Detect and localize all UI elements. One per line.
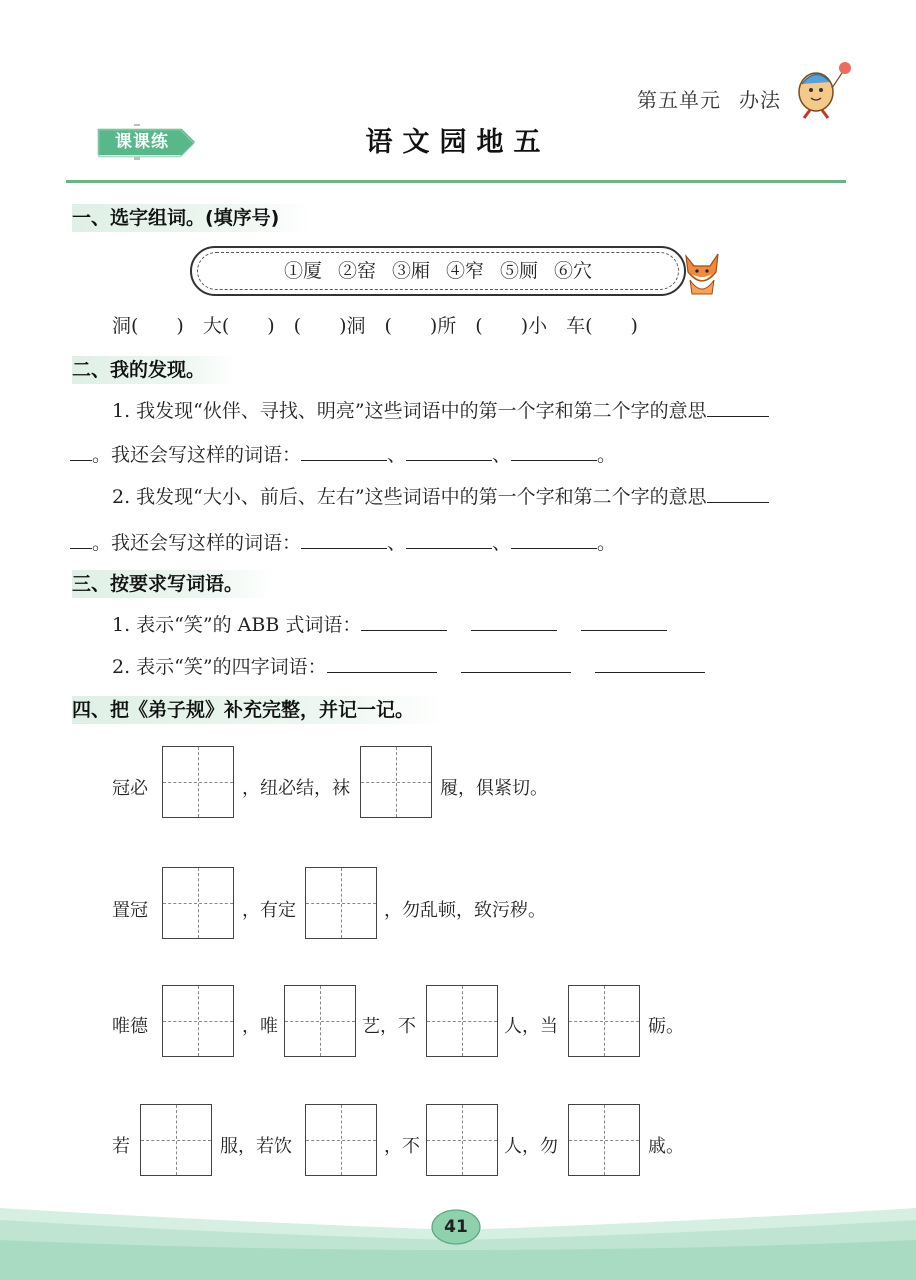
q1-word-1[interactable]	[301, 440, 387, 461]
q2-word-1[interactable]	[301, 528, 387, 549]
char-box[interactable]	[568, 1104, 640, 1176]
q1-sep-2: 、	[492, 444, 512, 466]
option-5: ⑤厕	[500, 260, 539, 282]
r2-text-1: 置冠	[112, 900, 148, 921]
q1-blank-meaning[interactable]	[707, 396, 769, 417]
unit-topic: 办法	[739, 88, 781, 112]
char-box[interactable]	[568, 985, 640, 1057]
section-3-q1	[112, 610, 667, 637]
abb-word-3[interactable]	[581, 610, 667, 631]
q2-sep-1: 、	[387, 532, 407, 554]
char-box[interactable]	[140, 1104, 212, 1176]
s3-q2-text: 2. 表示“笑”的四字词语：	[112, 656, 327, 678]
mascot-icon	[792, 58, 852, 120]
s3-q1-text: 1. 表示“笑”的 ABB 式词语：	[112, 614, 362, 636]
idiom-word-3[interactable]	[595, 652, 705, 673]
page-title: 语文园地五	[365, 127, 551, 158]
r4-text-1: 若	[112, 1136, 130, 1157]
idiom-word-1[interactable]	[327, 652, 437, 673]
abb-word-2[interactable]	[471, 610, 557, 631]
fox-icon	[680, 246, 724, 298]
title-divider	[66, 180, 846, 183]
section-2-q2-cont	[70, 528, 616, 555]
q2-end: 。	[597, 532, 617, 554]
unit-label: 第五单元	[637, 88, 721, 112]
q1-blank-meaning-cont[interactable]	[70, 440, 92, 461]
r2-text-3: ，勿乱顿，致污秽。	[384, 900, 546, 921]
char-box[interactable]	[426, 985, 498, 1057]
q1-text: 1. 我发现“伙伴、寻找、明亮”这些词语中的第一个字和第二个字的意思	[112, 400, 707, 422]
q2-sep-2: 、	[492, 532, 512, 554]
r1-text-3: 履，俱紧切。	[440, 778, 548, 799]
char-box[interactable]	[162, 746, 234, 818]
char-box[interactable]	[305, 1104, 377, 1176]
r1-text-1: 冠必	[112, 778, 148, 799]
q1-word-2[interactable]	[406, 440, 492, 461]
section-3-q2	[112, 652, 705, 679]
q2-word-3[interactable]	[511, 528, 597, 549]
q2-blank-meaning[interactable]	[707, 482, 769, 503]
char-box[interactable]	[426, 1104, 498, 1176]
r2-text-2: ，有定	[242, 900, 296, 921]
option-1: ①厦	[283, 260, 322, 282]
page-number: 41	[444, 1217, 468, 1237]
r3-text-4: 人，当	[504, 1016, 558, 1037]
section-2-heading: 二、我的发现。	[72, 356, 235, 384]
options-list	[190, 246, 686, 296]
r4-text-3: ，不	[384, 1136, 420, 1157]
r4-text-2: 服，若饮	[220, 1136, 292, 1157]
r1-text-2: ，纽必结，袜	[242, 778, 350, 799]
option-3: ③厢	[391, 260, 430, 282]
section-3-heading: 三、按要求写词语。	[72, 570, 273, 598]
q2-blank-meaning-cont[interactable]	[70, 528, 92, 549]
char-box[interactable]	[284, 985, 356, 1057]
q1-cont-text: 。我还会写这样的词语：	[92, 444, 302, 466]
option-2: ②窑	[337, 260, 376, 282]
unit-header	[637, 84, 781, 113]
option-4: ④窄	[446, 260, 485, 282]
r4-text-4: 人，勿	[504, 1136, 558, 1157]
option-6: ⑥穴	[554, 260, 593, 282]
char-box[interactable]	[162, 985, 234, 1057]
q1-sep-1: 、	[387, 444, 407, 466]
q2-word-2[interactable]	[406, 528, 492, 549]
q1-end: 。	[597, 444, 617, 466]
q2-cont-text: 。我还会写这样的词语：	[92, 532, 302, 554]
r3-text-2: ，唯	[242, 1016, 278, 1037]
r4-text-5: 戚。	[648, 1136, 684, 1157]
section-2-q2	[112, 482, 769, 509]
r3-text-3: 艺，不	[362, 1016, 416, 1037]
lesson-badge-label: 课课练	[115, 132, 169, 152]
char-box[interactable]	[360, 746, 432, 818]
section-2-q1	[112, 396, 769, 423]
section-2-q1-cont	[70, 440, 616, 467]
section-1-heading: 一、选字组词。(填序号)	[72, 204, 309, 232]
r3-text-1: 唯德	[112, 1016, 148, 1037]
char-box[interactable]	[162, 867, 234, 939]
abb-word-1[interactable]	[361, 610, 447, 631]
section-4-heading: 四、把《弟子规》补充完整，并记一记。	[72, 696, 444, 724]
r3-text-5: 砺。	[648, 1016, 684, 1037]
q1-word-3[interactable]	[511, 440, 597, 461]
char-box[interactable]	[305, 867, 377, 939]
section-1-blanks: 洞( ) 大( ) ( )洞 ( )所 ( )小 车( )	[112, 315, 638, 337]
idiom-word-2[interactable]	[461, 652, 571, 673]
q2-text: 2. 我发现“大小、前后、左右”这些词语中的第一个字和第二个字的意思	[112, 486, 707, 508]
